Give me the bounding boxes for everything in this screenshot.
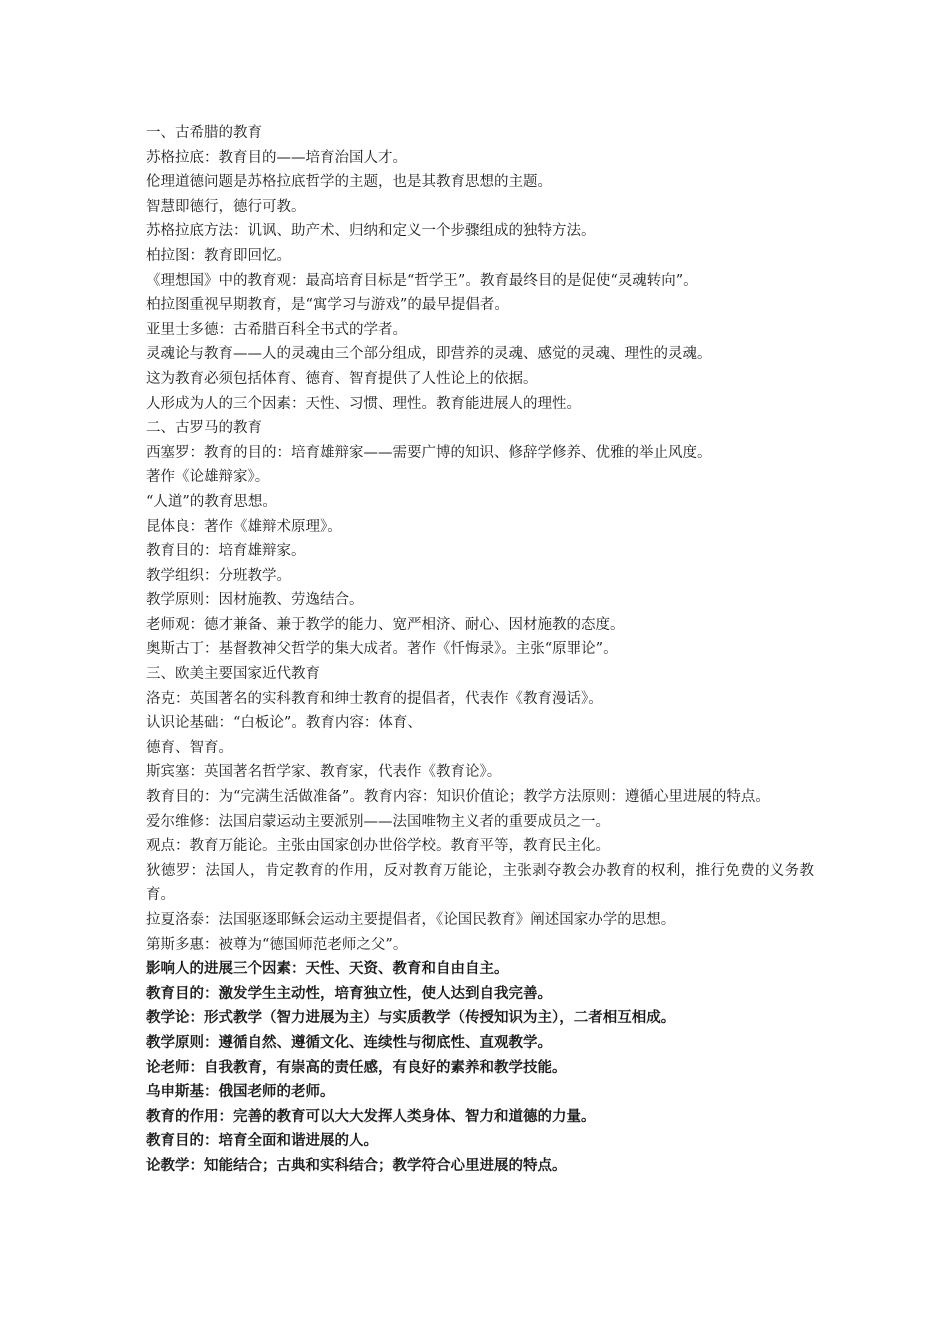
text-line: 论老师：自我教育，有崇高的责任感，有良好的素养和教学技能。 xyxy=(146,1058,567,1076)
text-line: 拉夏洛泰：法国驱逐耶稣会运动主要提倡者，《论国民教育》阐述国家办学的思想。 xyxy=(146,912,676,928)
text-line: 教育目的：激发学生主动性，培育独立性，使人达到自我完善。 xyxy=(146,984,552,1002)
text-line: 《理想国》中的教育观：最高培育目标是“哲学王”。教育最终目的是促使“灵魂转向”。 xyxy=(146,272,698,289)
text-line: 智慧即德行，德行可教。 xyxy=(146,198,306,215)
text-line: 教学论：形式教学（智力进展为主）与实质教学（传授知识为主），二者相互相成。 xyxy=(146,1009,676,1027)
text-line: 教育目的：培育全面和谐进展的人。 xyxy=(146,1132,378,1150)
text-line: 论教学：知能结合；古典和实科结合；教学符合心里进展的特点。 xyxy=(146,1156,567,1174)
text-line: 老师观：德才兼备、兼于教学的能力、宽严相济、耐心、因材施教的态度。 xyxy=(146,616,625,633)
text-line: 教育目的：为“完满生活做准备”。教育内容：知识价值论；教学方法原则：遵循心里进展的特点。 xyxy=(146,789,770,806)
text-line: 奥斯古丁：基督教神父哲学的集大成者。著作《忏悔录》。主张“原罪论”。 xyxy=(146,641,618,658)
text-line: 观点：教育万能论。主张由国家创办世俗学校。教育平等，教育民主化。 xyxy=(146,838,610,855)
text-line: 著作《论雄辩家》。 xyxy=(146,469,270,486)
text-line: 灵魂论与教育——人的灵魂由三个部分组成，即营养的灵魂、感觉的灵魂、理性的灵魂。 xyxy=(146,346,712,363)
text-line: 亚里士多德：古希腊百科全书式的学者。 xyxy=(146,321,407,338)
text-line: “人道”的教育思想。 xyxy=(146,493,277,510)
text-line: 第斯多惠：被尊为“德国师范老师之父”。 xyxy=(146,936,408,953)
text-line: 狄德罗：法国人，肯定教育的作用，反对教育万能论，主张剥夺教会办教育的权利，推行免费的义务教育。 xyxy=(146,862,814,904)
text-line: 爱尔维修：法国启蒙运动主要派别——法国唯物主义者的重要成员之一。 xyxy=(146,813,610,830)
text-line: 苏格拉底：教育目的——培育治国人才。 xyxy=(146,149,407,166)
text-line: 影响人的进展三个因素：天性、天资、教育和自由自主。 xyxy=(146,960,509,978)
text-line: 洛克：英国著名的实科教育和绅士教育的提倡者，代表作《教育漫话》。 xyxy=(146,690,603,707)
text-line: 教学原则：遵循自然、遵循文化、连续性与彻底性、直观教学。 xyxy=(146,1033,552,1051)
text-line: 教育的作用：完善的教育可以大大发挥人类身体、智力和道德的力量。 xyxy=(146,1107,596,1125)
text-line: 教学组织：分班教学。 xyxy=(146,567,291,584)
text-line: 德育、智育。 xyxy=(146,739,233,756)
text-line: 西塞罗：教育的目的：培育雄辩家——需要广博的知识、修辞学修养、优雅的举止风度。 xyxy=(146,444,712,461)
text-line: 柏拉图重视早期教育，是“寓学习与游戏”的最早提倡者。 xyxy=(146,297,509,314)
text-line: 柏拉图：教育即回忆。 xyxy=(146,247,291,264)
text-line: 伦理道德问题是苏格拉底哲学的主题，也是其教育思想的主题。 xyxy=(146,174,552,191)
text-line: 教学原则：因材施教、劳逸结合。 xyxy=(146,592,364,609)
text-line: 人形成为人的三个因素：天性、习惯、理性。教育能进展人的理性。 xyxy=(146,395,581,412)
text-line: 教育目的：培育雄辩家。 xyxy=(146,543,306,560)
text-line: 认识论基础：“白板论”。教育内容：体育、 xyxy=(146,715,422,732)
text-line: 乌申斯基：俄国老师的老师。 xyxy=(146,1083,335,1101)
section-heading: 三、欧美主要国家近代教育 xyxy=(146,666,320,683)
text-line: 苏格拉底方法：讥讽、助产术、归纳和定义一个步骤组成的独特方法。 xyxy=(146,223,596,240)
text-line: 斯宾塞：英国著名哲学家、教育家，代表作《教育论》。 xyxy=(146,764,502,781)
section-heading: 一、古希腊的教育 xyxy=(146,125,262,141)
section-heading: 二、古罗马的教育 xyxy=(146,420,262,437)
text-line: 昆体良：著作《雄辩术原理》。 xyxy=(146,518,342,535)
document-page xyxy=(146,121,814,1179)
text-line: 这为教育必须包括体育、德育、智育提供了人性论上的依据。 xyxy=(146,370,538,387)
